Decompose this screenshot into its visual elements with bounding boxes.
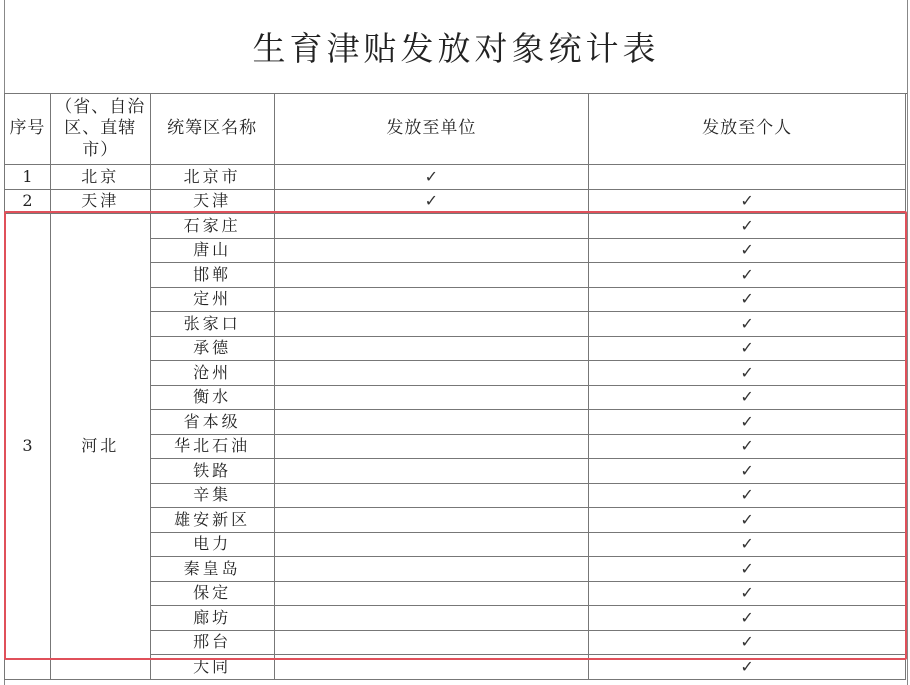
cell-seq: 3 xyxy=(5,214,51,680)
cell-to-unit xyxy=(274,434,589,459)
header-province: （省、自治区、直辖市） xyxy=(50,94,150,165)
cell-to-person: ✓ xyxy=(589,630,906,655)
cell-to-unit xyxy=(274,581,589,606)
cell-to-unit xyxy=(274,483,589,508)
cell-district: 天津 xyxy=(150,189,274,214)
cell-district: 邢台 xyxy=(150,630,274,655)
cell-to-unit xyxy=(274,459,589,484)
cell-district: 保定 xyxy=(150,581,274,606)
table-row xyxy=(5,214,906,239)
cell-to-person: ✓ xyxy=(589,581,906,606)
cell-to-person: ✓ xyxy=(589,410,906,435)
cell-district: 邯郸 xyxy=(150,263,274,288)
table-title: 生育津贴发放对象统计表 xyxy=(5,0,907,94)
cell-to-person: ✓ xyxy=(589,214,906,239)
cell-to-person: ✓ xyxy=(589,434,906,459)
cell-district: 北京市 xyxy=(150,165,274,190)
cell-to-person: ✓ xyxy=(589,312,906,337)
cell-district: 廊坊 xyxy=(150,606,274,631)
cell-to-person: ✓ xyxy=(589,459,906,484)
header-to-person: 发放至个人 xyxy=(589,94,906,165)
cell-to-person: ✓ xyxy=(589,655,906,680)
cell-seq: 2 xyxy=(5,189,51,214)
cell-to-unit xyxy=(274,655,589,680)
table-row xyxy=(5,165,906,190)
cell-to-person: ✓ xyxy=(589,263,906,288)
cell-to-unit xyxy=(274,606,589,631)
cell-to-unit xyxy=(274,238,589,263)
cell-to-unit: ✓ xyxy=(274,165,589,190)
cell-district: 华北石油 xyxy=(150,434,274,459)
cell-to-unit xyxy=(274,263,589,288)
statistics-sheet xyxy=(4,0,908,685)
cell-district: 定州 xyxy=(150,287,274,312)
cell-to-unit: ✓ xyxy=(274,189,589,214)
cell-district: 张家口 xyxy=(150,312,274,337)
cell-to-person: ✓ xyxy=(589,361,906,386)
header-district: 统筹区名称 xyxy=(150,94,274,165)
cell-to-person: ✓ xyxy=(589,483,906,508)
allowance-table xyxy=(4,93,906,680)
cell-district: 唐山 xyxy=(150,238,274,263)
cell-to-unit xyxy=(274,361,589,386)
cell-to-unit xyxy=(274,287,589,312)
cell-district: 石家庄 xyxy=(150,214,274,239)
cell-to-unit xyxy=(274,532,589,557)
header-row xyxy=(5,94,906,165)
cell-district: 雄安新区 xyxy=(150,508,274,533)
cell-province: 北京 xyxy=(50,165,150,190)
cell-district: 铁路 xyxy=(150,459,274,484)
table-row xyxy=(5,189,906,214)
header-to-unit: 发放至单位 xyxy=(274,94,589,165)
cell-province: 河北 xyxy=(50,214,150,680)
cell-to-person: ✓ xyxy=(589,189,906,214)
cell-to-person: ✓ xyxy=(589,287,906,312)
header-seq: 序号 xyxy=(5,94,51,165)
cell-to-person: ✓ xyxy=(589,606,906,631)
cell-to-unit xyxy=(274,557,589,582)
cell-district: 沧州 xyxy=(150,361,274,386)
cell-district: 辛集 xyxy=(150,483,274,508)
cell-district: 电力 xyxy=(150,532,274,557)
cell-seq: 1 xyxy=(5,165,51,190)
cell-to-unit xyxy=(274,385,589,410)
cell-district: 衡水 xyxy=(150,385,274,410)
cell-province: 天津 xyxy=(50,189,150,214)
cell-to-unit xyxy=(274,630,589,655)
cell-to-unit xyxy=(274,214,589,239)
cell-to-person: ✓ xyxy=(589,532,906,557)
cell-to-person: ✓ xyxy=(589,557,906,582)
cell-to-person: ✓ xyxy=(589,238,906,263)
cell-to-person: ✓ xyxy=(589,336,906,361)
cell-to-unit xyxy=(274,410,589,435)
cell-district: 秦皇岛 xyxy=(150,557,274,582)
cell-district: 大同 xyxy=(150,655,274,680)
cell-to-person xyxy=(589,165,906,190)
cell-to-person: ✓ xyxy=(589,385,906,410)
cell-to-person: ✓ xyxy=(589,508,906,533)
cell-district: 省本级 xyxy=(150,410,274,435)
cell-district: 承德 xyxy=(150,336,274,361)
cell-to-unit xyxy=(274,508,589,533)
cell-to-unit xyxy=(274,336,589,361)
cell-to-unit xyxy=(274,312,589,337)
